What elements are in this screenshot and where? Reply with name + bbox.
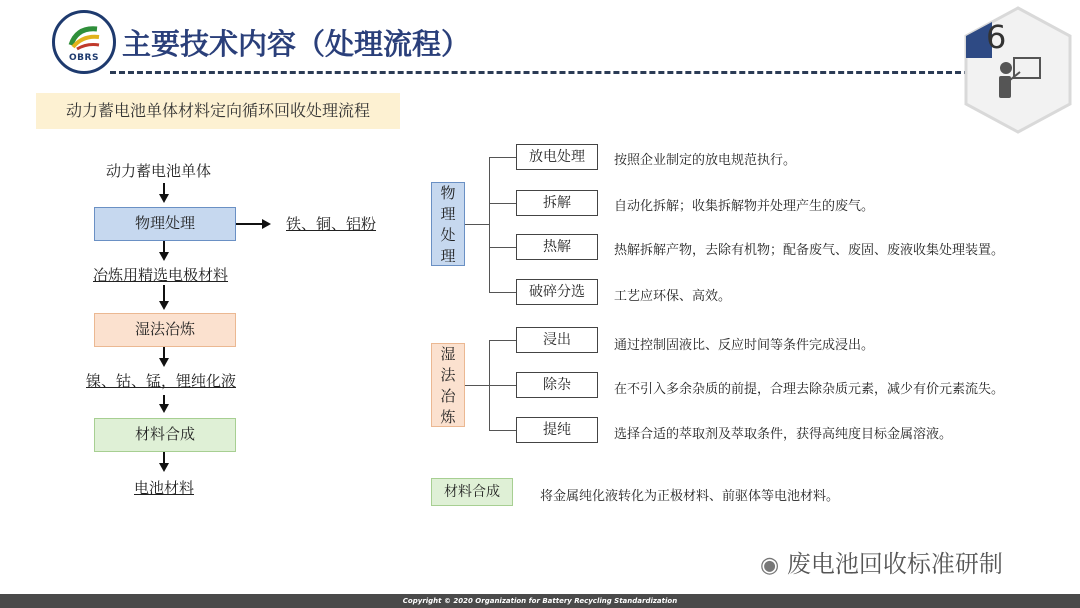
page-title: 主要技术内容（处理流程） [122,27,471,61]
process-desc: 在不引入多余杂质的前提，合理去除杂质元素，减少有价元素流失。 [614,382,1005,397]
category-synthesis: 材料合成 [431,478,513,506]
flow-step-synthesis: 材料合成 [94,418,236,452]
tree-connector [465,224,489,225]
tree-connector [489,430,516,431]
flow-output-battery: 电池材料 [134,479,195,497]
arrow-down-icon [159,301,169,310]
process-item: 热解 [516,234,598,260]
process-item: 放电处理 [516,144,598,170]
process-item: 破碎分选 [516,279,598,305]
category-physical-label: 物理处理 [440,184,456,265]
arrow-down-icon [159,463,169,472]
process-item: 除杂 [516,372,598,398]
flow-step-physical: 物理处理 [94,207,236,241]
process-desc: 选择合适的萃取剂及萃取条件，获得高纯度目标金属溶液。 [614,427,953,442]
logo-emblem-icon [67,23,103,51]
header-divider [110,71,970,74]
synthesis-desc: 将金属纯化液转化为正极材料、前驱体等电池材料。 [540,489,840,504]
process-item: 提纯 [516,417,598,443]
flow-start-label: 动力蓄电池单体 [106,162,212,180]
obrs-logo [52,10,116,74]
tree-connector [489,292,516,293]
arrow-down-icon [159,194,169,203]
copyright-footer: Copyright © 2020 Organization for Battery Recycling Standardization [0,594,1080,608]
process-desc: 按照企业制定的放电规范执行。 [614,153,797,168]
watermark-text: 废电池回收标准研制 [786,550,1003,578]
flow-step-wet: 湿法冶炼 [94,313,236,347]
process-desc: 工艺应环保、高效。 [614,289,732,304]
arrow-down-icon [159,358,169,367]
category-wet [431,343,465,427]
process-desc: 通过控制固液比、反应时间等条件完成浸出。 [614,338,875,353]
process-desc: 自动化拆解；收集拆解物并处理产生的废气。 [614,199,875,214]
category-wet-label: 湿法冶炼 [440,345,456,426]
wechat-icon: ◉ [760,553,780,578]
arrow-down-icon [159,404,169,413]
tree-connector [489,157,516,158]
page-number: 6 [986,18,1007,56]
side-arrow-line [236,223,262,225]
tree-connector [489,157,490,292]
tree-connector [489,385,516,386]
process-item: 浸出 [516,327,598,353]
flow-output-solution: 镍、钴、锰，锂纯化液 [86,372,237,390]
process-item: 拆解 [516,190,598,216]
arrow-right-icon [262,219,271,229]
tree-connector [465,385,489,386]
flow-output-electrode: 冶炼用精选电极材料 [93,266,229,284]
tree-connector [489,340,516,341]
watermark [760,544,1003,579]
process-desc: 热解拆解产物，去除有机物；配备废气、废固、废液收集处理装置。 [614,243,1005,258]
category-physical [431,182,465,266]
section-subtitle: 动力蓄电池单体材料定向循环回收处理流程 [36,93,400,129]
logo-text: OBRS [69,53,99,63]
page-badge [962,6,1074,134]
flow-side-output: 铁、铜、铝粉 [286,215,377,233]
tree-connector [489,247,516,248]
tree-connector [489,203,516,204]
arrow-down-icon [159,252,169,261]
